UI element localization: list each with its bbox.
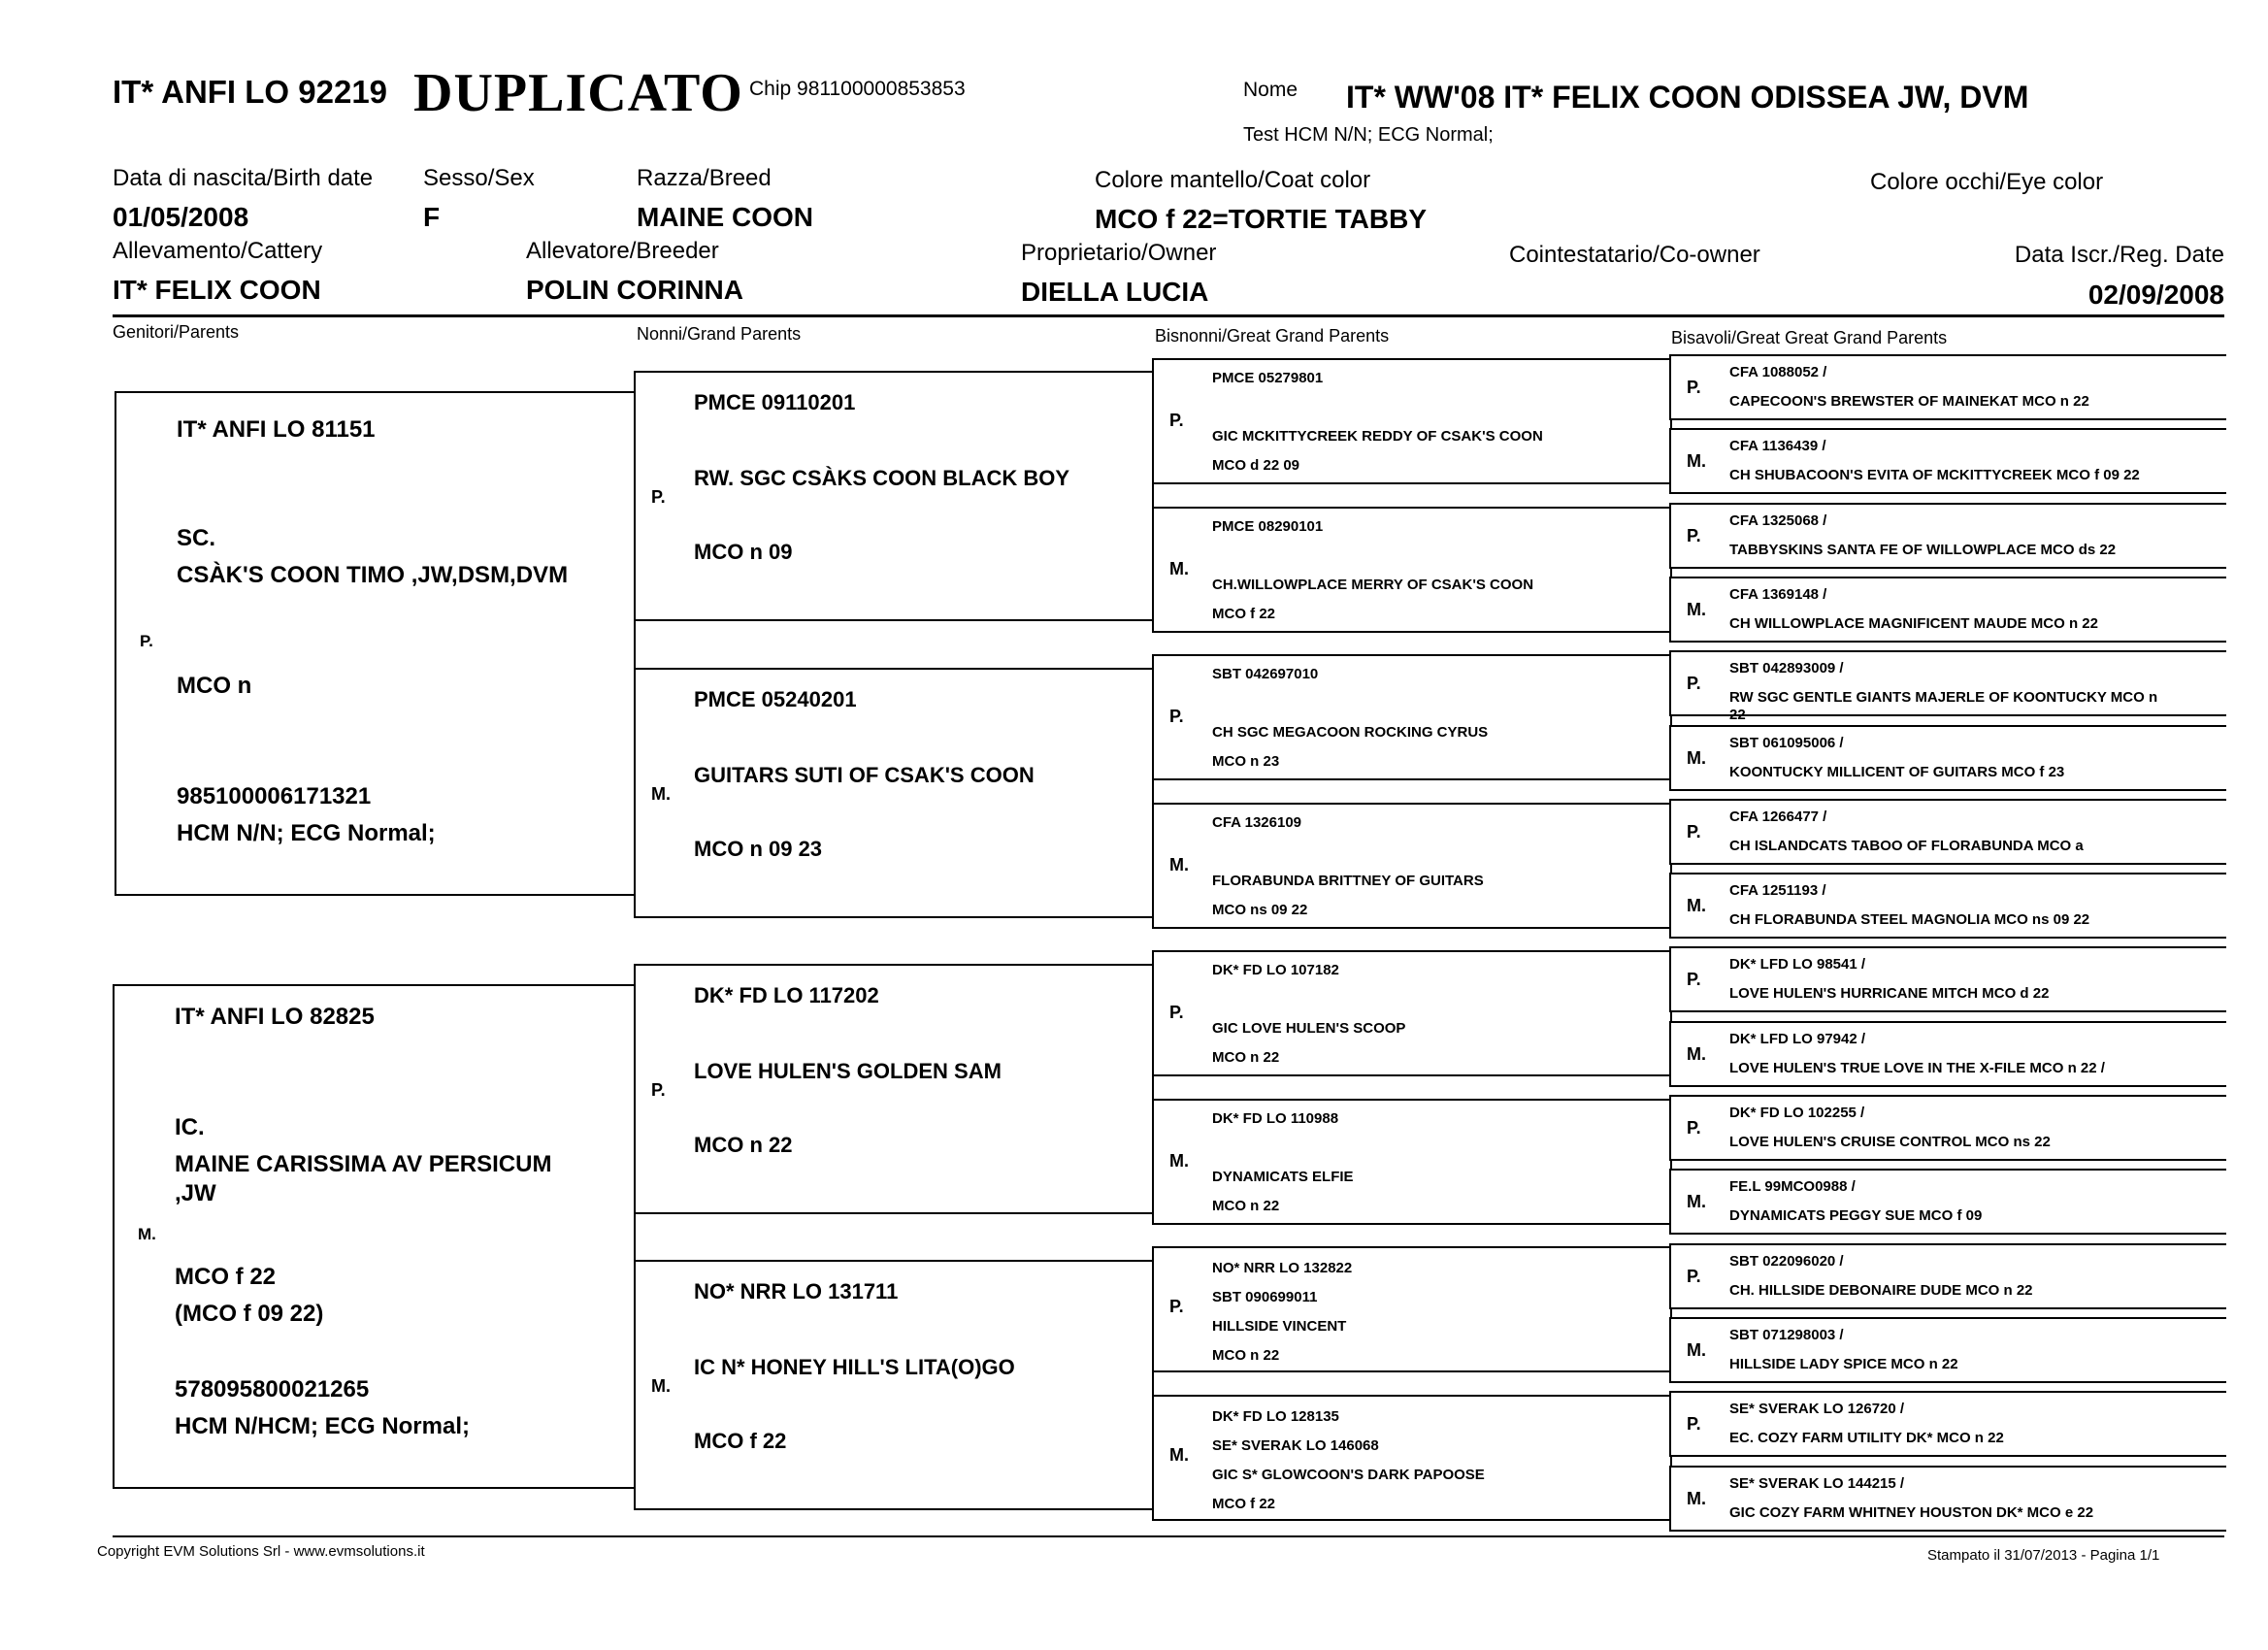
reg-date-label: Data Iscr./Reg. Date (2014, 242, 2224, 268)
great-great-grandparent-reg: CFA 1251193 / (1729, 882, 1826, 899)
great-grandparent-line: DK* FD LO 128135 (1212, 1408, 1339, 1425)
great-great-grandparent-reg: CFA 1136439 / (1729, 438, 1826, 454)
great-grandparent-line: MCO n 22 (1212, 1049, 1280, 1066)
great-great-grandparent-name: LOVE HULEN'S HURRICANE MITCH MCO d 22 (1729, 985, 2050, 1002)
great-great-grandparent-name-cont: 22 (1729, 707, 1746, 723)
great-great-grandparent-reg: DK* LFD LO 98541 / (1729, 956, 1866, 973)
great-great-grandparent-side: P. (1687, 970, 1701, 989)
health-test: Test HCM N/N; ECG Normal; (1243, 124, 1494, 146)
copyright-text: Copyright EVM Solutions Srl - www.evmsolutions.it (97, 1543, 425, 1560)
great-grandparent-line: DK* FD LO 110988 (1212, 1110, 1339, 1127)
great-grandparent-line: CH.WILLOWPLACE MERRY OF CSAK'S COON (1212, 577, 1534, 593)
chip-number: Chip 981100000853853 (749, 78, 966, 100)
great-great-grandparent-name: KOONTUCKY MILLICENT OF GUITARS MCO f 23 (1729, 764, 2065, 780)
parent-title: SC. (177, 525, 216, 551)
great-grandparent-line: MCO f 22 (1212, 606, 1276, 622)
great-great-grandparent-side: M. (1687, 896, 1706, 915)
registration-number: IT* ANFI LO 92219 (113, 74, 388, 110)
parent-side: P. (140, 632, 153, 650)
col-parents: Genitori/Parents (113, 322, 240, 342)
great-great-grandparent-side: P. (1687, 1267, 1701, 1286)
eye-color-label: Colore occhi/Eye color (1870, 169, 2104, 195)
great-great-grandparent-name: LOVE HULEN'S CRUISE CONTROL MCO ns 22 (1729, 1134, 2051, 1150)
great-great-grandparent-name: CH WILLOWPLACE MAGNIFICENT MAUDE MCO n 22 (1729, 615, 2098, 632)
owner-value: DIELLA LUCIA (1021, 277, 1209, 307)
parent-color: MCO n (177, 673, 252, 699)
parent-color: MCO f 22 (175, 1264, 277, 1290)
great-great-grandparent-box (1669, 1095, 2226, 1161)
great-great-grandparent-name: HILLSIDE LADY SPICE MCO n 22 (1729, 1356, 1958, 1372)
print-info: Stampato il 31/07/2013 - Pagina 1/1 (1927, 1547, 2160, 1564)
great-great-grandparent-name: CH ISLANDCATS TABOO OF FLORABUNDA MCO a (1729, 838, 2084, 854)
great-great-grandparent-side: M. (1687, 451, 1706, 471)
great-grandparent-line: MCO f 22 (1212, 1496, 1276, 1512)
great-great-grandparent-box (1669, 354, 2226, 420)
great-grandparent-box (1152, 950, 1672, 1076)
parent-title: IC. (175, 1114, 205, 1140)
great-great-grandparent-side: P. (1687, 674, 1701, 693)
name-label: Nome (1243, 79, 1298, 101)
great-great-grandparent-box (1669, 1391, 2226, 1457)
coowner-label: Cointestatario/Co-owner (1509, 242, 1760, 268)
birth-date-label: Data di nascita/Birth date (113, 165, 374, 191)
great-great-grandparent-side: P. (1687, 1414, 1701, 1434)
col-grandparents: Nonni/Grand Parents (637, 324, 802, 344)
great-grandparent-line: HILLSIDE VINCENT (1212, 1318, 1347, 1335)
header-divider (113, 314, 2224, 317)
great-great-grandparent-reg: DK* LFD LO 97942 / (1729, 1031, 1866, 1047)
grandparent-box (634, 964, 1154, 1214)
parent-side: M. (138, 1225, 156, 1243)
great-great-grandparent-reg: SBT 071298003 / (1729, 1327, 1844, 1343)
grandparent-side: M. (651, 784, 671, 804)
birth-date: 01/05/2008 (113, 202, 249, 232)
great-grandparent-line: SBT 042697010 (1212, 666, 1319, 682)
great-great-grandparent-box (1669, 428, 2226, 494)
great-great-grandparent-name: CH FLORABUNDA STEEL MAGNOLIA MCO ns 09 22 (1729, 911, 2090, 928)
great-great-grandparent-side: P. (1687, 378, 1701, 397)
great-great-grandparent-reg: CFA 1266477 / (1729, 808, 1827, 825)
breed-value: MAINE COON (637, 202, 813, 232)
owner-label: Proprietario/Owner (1021, 240, 1217, 266)
great-great-grandparent-side: M. (1687, 1340, 1706, 1360)
great-grandparent-side: P. (1169, 1003, 1184, 1022)
great-grandparent-line: GIC S* GLOWCOON'S DARK PAPOOSE (1212, 1467, 1485, 1483)
great-grandparent-box (1152, 358, 1672, 484)
grandparent-box (634, 1260, 1154, 1510)
sex-value: F (423, 202, 441, 232)
great-grandparent-side: M. (1169, 1445, 1189, 1465)
breeder-label: Allevatore/Breeder (526, 238, 719, 264)
great-grandparent-line: CH SGC MEGACOON ROCKING CYRUS (1212, 724, 1489, 741)
great-great-grandparent-side: M. (1687, 1044, 1706, 1064)
great-great-grandparent-box (1669, 650, 2226, 723)
great-great-grandparent-reg: CFA 1369148 / (1729, 586, 1827, 603)
great-great-grandparent-reg: CFA 1325068 / (1729, 512, 1827, 529)
grandparent-side: P. (651, 1080, 666, 1100)
cattery-label: Allevamento/Cattery (113, 238, 323, 264)
great-great-grandparent-box (1669, 725, 2226, 791)
col-great-great-grandparents: Bisavoli/Great Great Grand Parents (1671, 328, 1948, 347)
great-great-grandparent-reg: SE* SVERAK LO 144215 / (1729, 1475, 1905, 1492)
great-great-grandparent-box (1669, 1169, 2226, 1235)
great-grandparent-line: DYNAMICATS ELFIE (1212, 1169, 1354, 1185)
great-great-grandparent-reg: DK* FD LO 102255 / (1729, 1105, 1865, 1121)
great-great-grandparent-reg: SBT 022096020 / (1729, 1253, 1844, 1270)
grandparent-name: RW. SGC CSÀKS COON BLACK BOY (694, 466, 1070, 490)
great-grandparent-side: M. (1169, 1151, 1189, 1171)
great-grandparent-line: MCO n 22 (1212, 1347, 1280, 1364)
coat-color-value: MCO f 22=TORTIE TABBY (1095, 204, 1428, 234)
great-great-grandparent-side: M. (1687, 600, 1706, 619)
grandparent-name: IC N* HONEY HILL'S LITA(O)GO (694, 1355, 1015, 1379)
great-great-grandparent-name: CH SHUBACOON'S EVITA OF MCKITTYCREEK MCO f 09 22 (1729, 467, 2140, 483)
great-great-grandparent-name: GIC COZY FARM WHITNEY HOUSTON DK* MCO e 22 (1729, 1504, 2094, 1521)
parent-chip: 985100006171321 (177, 783, 372, 809)
parent-box-sire (115, 391, 636, 896)
great-great-grandparent-box (1669, 1317, 2226, 1383)
great-great-grandparent-reg: FE.L 99MCO0988 / (1729, 1178, 1856, 1195)
great-great-grandparent-box (1669, 1466, 2226, 1532)
great-grandparent-line: SBT 090699011 (1212, 1289, 1318, 1305)
great-grandparent-line: DK* FD LO 107182 (1212, 962, 1339, 978)
great-grandparent-line: MCO n 23 (1212, 753, 1280, 770)
great-great-grandparent-box (1669, 1243, 2226, 1309)
coat-color-label: Colore mantello/Coat color (1095, 167, 1371, 193)
breed-label: Razza/Breed (637, 165, 772, 191)
great-grandparent-line: MCO d 22 09 (1212, 457, 1300, 474)
parent-name: CSÀK'S COON TIMO ,JW,DSM,DVM (177, 562, 569, 588)
great-great-grandparent-box (1669, 577, 2226, 643)
great-great-grandparent-name: EC. COZY FARM UTILITY DK* MCO n 22 (1729, 1430, 2004, 1446)
great-grandparent-side: M. (1169, 855, 1189, 874)
breeder-value: POLIN CORINNA (526, 275, 743, 305)
parent-name: MAINE CARISSIMA AV PERSICUM (175, 1151, 552, 1177)
great-grandparent-line: MCO n 22 (1212, 1198, 1280, 1214)
parent-test: HCM N/HCM; ECG Normal; (175, 1413, 470, 1439)
great-grandparent-box (1152, 1395, 1672, 1521)
cat-name: IT* WW'08 IT* FELIX COON ODISSEA JW, DVM (1346, 80, 2029, 115)
great-great-grandparent-side: P. (1687, 822, 1701, 842)
great-grandparent-box (1152, 654, 1672, 780)
reg-date-value: 02/09/2008 (2087, 280, 2224, 310)
sex-label: Sesso/Sex (423, 165, 535, 191)
parent-test: HCM N/N; ECG Normal; (177, 820, 436, 846)
great-great-grandparent-name: RW SGC GENTLE GIANTS MAJERLE OF KOONTUCKY MCO n (1729, 689, 2158, 706)
grandparent-box (634, 371, 1154, 621)
grandparent-box (634, 668, 1154, 918)
great-great-grandparent-side: M. (1687, 748, 1706, 768)
parent-name-cont: ,JW (175, 1180, 216, 1206)
grandparent-reg: PMCE 05240201 (694, 687, 857, 711)
great-grandparent-line: MCO ns 09 22 (1212, 902, 1308, 918)
great-great-grandparent-box (1669, 873, 2226, 939)
great-great-grandparent-name: TABBYSKINS SANTA FE OF WILLOWPLACE MCO ds 22 (1729, 542, 2117, 558)
great-great-grandparent-box (1669, 1021, 2226, 1087)
great-grandparent-side: M. (1169, 559, 1189, 578)
great-great-grandparent-name: CH. HILLSIDE DEBONAIRE DUDE MCO n 22 (1729, 1282, 2033, 1299)
great-grandparent-box (1152, 1246, 1672, 1372)
parent-chip: 578095800021265 (175, 1376, 370, 1402)
grandparent-color: MCO f 22 (694, 1429, 787, 1453)
great-great-grandparent-reg: SBT 061095006 / (1729, 735, 1844, 751)
great-great-grandparent-box (1669, 946, 2226, 1012)
grandparent-side: M. (651, 1376, 671, 1396)
grandparent-reg: PMCE 09110201 (694, 390, 856, 414)
parent-color-alt: (MCO f 09 22) (175, 1301, 324, 1327)
great-great-grandparent-reg: SBT 042893009 / (1729, 660, 1844, 676)
great-grandparent-box (1152, 507, 1672, 633)
great-grandparent-line: GIC MCKITTYCREEK REDDY OF CSAK'S COON (1212, 428, 1543, 445)
grandparent-color: MCO n 22 (694, 1133, 793, 1157)
great-great-grandparent-reg: SE* SVERAK LO 126720 / (1729, 1401, 1905, 1417)
grandparent-name: GUITARS SUTI OF CSAK'S COON (694, 763, 1035, 787)
duplicate-stamp: DUPLICATO (413, 63, 743, 123)
great-grandparent-line: GIC LOVE HULEN'S SCOOP (1212, 1020, 1406, 1037)
great-great-grandparent-side: M. (1687, 1192, 1706, 1211)
great-grandparent-box (1152, 1099, 1672, 1225)
col-great-grandparents: Bisnonni/Great Grand Parents (1155, 326, 1390, 346)
parent-reg: IT* ANFI LO 81151 (177, 416, 376, 443)
grandparent-side: P. (651, 487, 666, 507)
footer-divider (113, 1535, 2224, 1537)
great-great-grandparent-box (1669, 503, 2226, 569)
great-great-grandparent-reg: CFA 1088052 / (1729, 364, 1827, 380)
parent-reg: IT* ANFI LO 82825 (175, 1004, 375, 1030)
great-grandparent-box (1152, 803, 1672, 929)
great-great-grandparent-box (1669, 799, 2226, 865)
great-grandparent-side: P. (1169, 411, 1184, 430)
great-great-grandparent-name: CAPECOON'S BREWSTER OF MAINEKAT MCO n 22 (1729, 393, 2089, 410)
great-great-grandparent-name: LOVE HULEN'S TRUE LOVE IN THE X-FILE MCO n 22 / (1729, 1060, 2105, 1076)
great-grandparent-side: P. (1169, 1297, 1184, 1316)
great-grandparent-line: SE* SVERAK LO 146068 (1212, 1437, 1379, 1454)
great-great-grandparent-name: DYNAMICATS PEGGY SUE MCO f 09 (1729, 1207, 1983, 1224)
great-grandparent-line: FLORABUNDA BRITTNEY OF GUITARS (1212, 873, 1484, 889)
grandparent-name: LOVE HULEN'S GOLDEN SAM (694, 1059, 1002, 1083)
grandparent-color: MCO n 09 23 (694, 837, 823, 861)
great-great-grandparent-side: M. (1687, 1489, 1706, 1508)
parent-box-dam (113, 984, 636, 1489)
great-great-grandparent-side: P. (1687, 1118, 1701, 1138)
grandparent-color: MCO n 09 (694, 540, 793, 564)
grandparent-reg: NO* NRR LO 131711 (694, 1279, 899, 1304)
great-grandparent-side: P. (1169, 707, 1184, 726)
cattery-value: IT* FELIX COON (113, 275, 321, 305)
great-grandparent-line: NO* NRR LO 132822 (1212, 1260, 1353, 1276)
great-grandparent-line: CFA 1326109 (1212, 814, 1302, 831)
great-grandparent-line: PMCE 05279801 (1212, 370, 1324, 386)
great-great-grandparent-side: P. (1687, 526, 1701, 545)
grandparent-reg: DK* FD LO 117202 (694, 983, 879, 1007)
great-grandparent-line: PMCE 08290101 (1212, 518, 1324, 535)
